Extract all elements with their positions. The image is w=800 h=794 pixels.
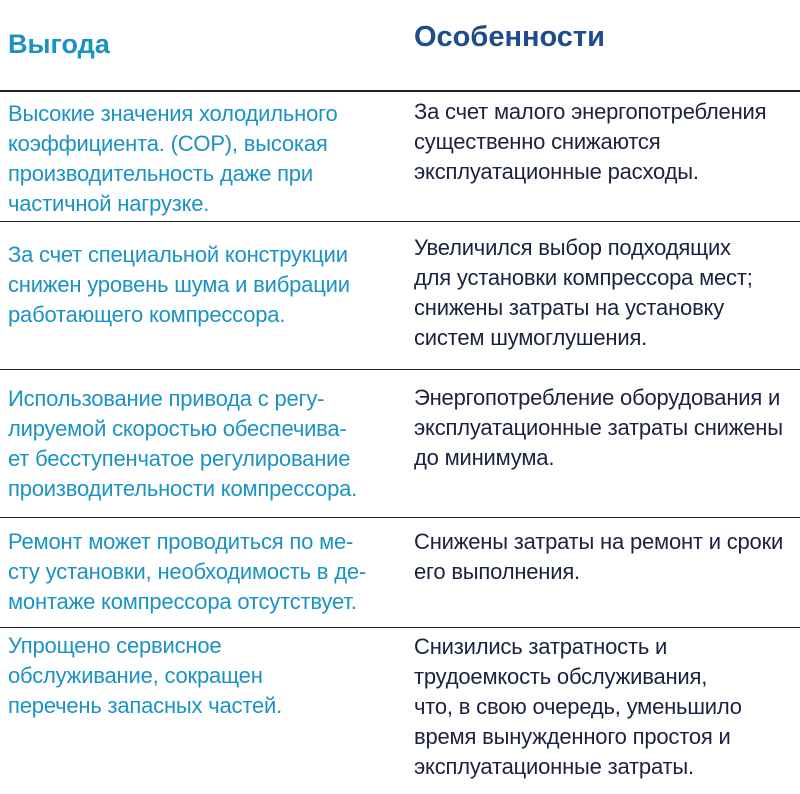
feature-cell: Снижены затраты на ремонт и сроки его выполнения. [414,529,784,584]
table-row [0,92,800,222]
benefit-cell: Упрощено сервисное обслуживание, сокращен перечень запасных частей. [8,633,283,718]
table-row [0,222,800,370]
feature-cell: Снизились затратность и трудоемкость обслуживания, что, в свою очередь, уменьшило время вынужденного простоя и эксплуатационные затраты. [414,634,742,779]
table-row [0,628,800,794]
feature-cell: За счет малого энергопотребления существенно снижаются эксплуатационные расходы. [414,99,767,184]
feature-cell: Энергопотребление оборудования и эксплуатационные затраты снижены до минимума. [414,385,783,470]
table-row [0,518,800,628]
benefit-cell: Высокие значения холодильного коэффициента. (COP), высокая производительность даже при частичной нагрузке. [8,101,338,216]
table-row [0,370,800,518]
benefit-cell: За счет специальной конструкции снижен уровень шума и вибрации работающего компрессора. [8,242,350,327]
benefit-cell: Использование привода с регу- лируемой скоростью обеспечива- ет бесступенчатое регулирование производительности компрессора. [8,386,358,501]
header-feature: Особенности [414,21,605,53]
header-benefit: Выгода [8,29,110,59]
table-header [0,0,800,92]
feature-cell: Увеличился выбор подходящих для установки компрессора мест; снижены затраты на установку систем шумоглушения. [414,235,753,350]
benefit-cell: Ремонт может проводиться по ме- сту установки, необходимость в де- монтаже компрессора отсутствует. [8,529,366,614]
